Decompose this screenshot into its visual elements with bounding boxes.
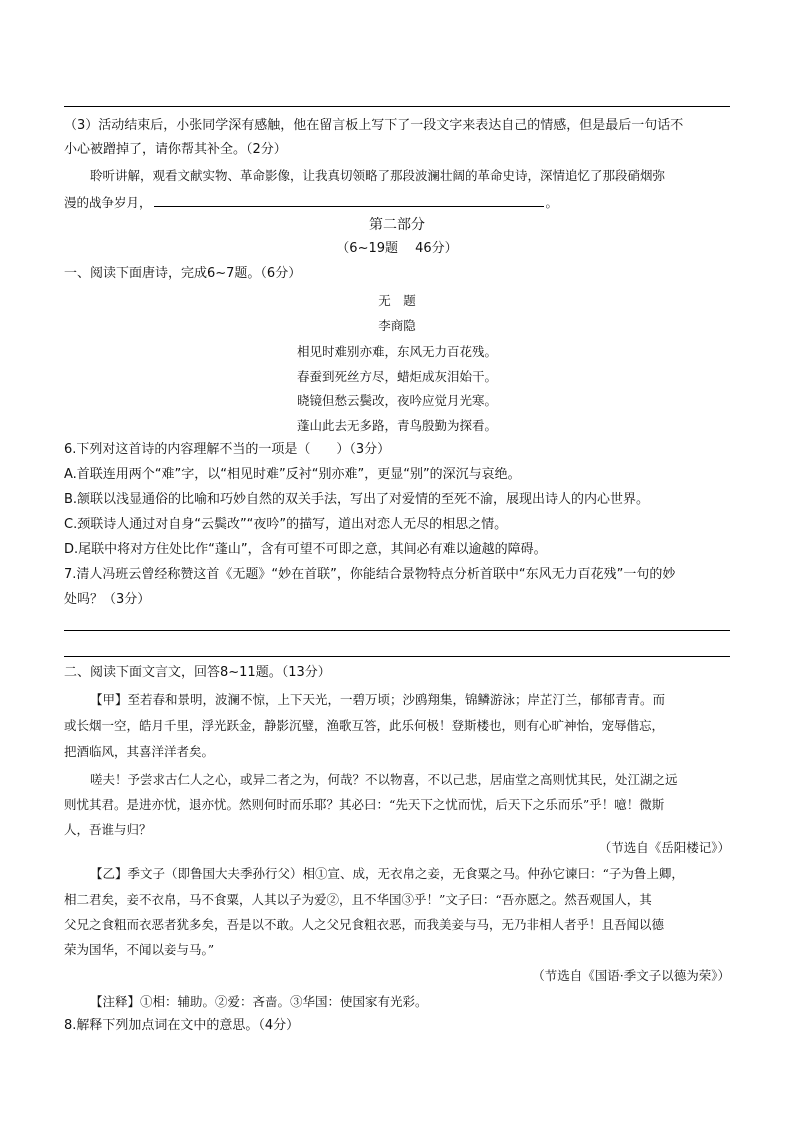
top-divider — [64, 106, 730, 107]
jia-line: 【甲】至若春和景明，波澜不惊，上下天光，一碧万顷；沙鸥翔集，锦鳞游泳；岸芷汀兰，郁郁青青。而 — [90, 692, 666, 707]
jia-line: 或长烟一空，皓月千里，浮光跃金，静影沉璧，渔歌互答，此乐何极！登斯楼也，则有心旷神怡，宠辱偕忘， — [64, 718, 665, 733]
section1-heading: 一、阅读下面唐诗，完成6~7题。（6分） — [64, 266, 302, 281]
jia-line: 把酒临风，其喜洋洋者矣。 — [64, 744, 215, 759]
q3-text-suffix: 。 — [545, 195, 559, 210]
jia2-line: 则忧其君。是进亦忧，退亦忧。然则何时而乐耶？其必曰：“先天下之忧而忧，后天下之乐而乐”乎！噫！微斯 — [64, 797, 665, 812]
q6-stem: 6.下列对这首诗的内容理解不当的一项是（ ）（3分） — [64, 442, 391, 457]
yi-line: 【乙】季文子（即鲁国大夫季孙行父）相①宣、成，无衣帛之妾，无食粟之马。仲孙它谏曰：“子为鲁上卿， — [90, 866, 684, 881]
q6-option-a: A.首联连用两个“难”字，以“相见时难”反衬“别亦难”，更显“别”的深沉与哀绝。 — [64, 467, 521, 482]
q3-text-line1: 聆听讲解，观看文献实物、革命影像，让我真切领略了那段波澜壮阔的革命史诗，深情追忆了那段硝烟弥 — [90, 168, 666, 183]
q3-text-line2 — [64, 194, 558, 211]
answer-line[interactable] — [64, 656, 730, 657]
q7-line2: 处吗？（3分） — [64, 592, 151, 607]
poem-line: 春蚕到死丝方尽，蜡炬成灰泪始干。 — [296, 369, 497, 384]
q3-text-prefix: 漫的战争岁月， — [64, 195, 152, 210]
q8-stem: 8.解释下列加点词在文中的意思。（4分） — [64, 1018, 300, 1033]
yi-line: 相二君矣，妾不衣帛，马不食粟，人其以子为爱②，且不华国③乎！”文子曰：“吾亦愿之。然吾观国人，其 — [64, 892, 652, 907]
part2-subtitle: （6~19题 46分） — [336, 241, 458, 256]
q6-option-d: D.尾联中将对方住处比作“蓬山”，含有可望不可即之意，其间必有难以逾越的障碍。 — [64, 542, 547, 557]
yi-line: 父兄之食粗而衣恶者犹多矣，吾是以不敢。人之父兄食粗衣恶，而我美妾与马，无乃非相人者乎！且吾闻以德 — [64, 917, 665, 932]
q3-line2: 小心被蹭掉了，请你帮其补全。（2分） — [64, 142, 287, 157]
poem-line: 蓬山此去无多路，青鸟殷勤为探看。 — [296, 418, 497, 433]
jia2-line: 嗟夫！予尝求古仁人之心，或异二者之为，何哉？不以物喜，不以己悲，居庙堂之高则忧其民，处江湖之远 — [90, 772, 678, 787]
section2-heading: 二、阅读下面文言文，回答8~11题。（13分） — [64, 665, 331, 680]
exam-page — [64, 0, 730, 1123]
notes: 【注释】①相：辅助。②爱：吝啬。③华国：使国家有光彩。 — [90, 994, 428, 1009]
poem-line: 晓镜但愁云鬓改，夜吟应觉月光寒。 — [296, 393, 497, 408]
poem-line: 相见时难别亦难，东风无力百花残。 — [296, 344, 497, 359]
poem-author: 李商隐 — [378, 318, 416, 333]
answer-blank[interactable] — [154, 194, 544, 207]
jia2-line: 人，吾谁与归？ — [64, 822, 152, 837]
poem-title: 无 题 — [378, 293, 416, 308]
q6-option-c: C.颈联诗人通过对自身“云鬓改”“夜吟”的描写，道出对恋人无尽的相思之情。 — [64, 517, 508, 532]
q6-option-b: B.颔联以浅显通俗的比喻和巧妙自然的双关手法，写出了对爱情的至死不渝，展现出诗人的内心世界。 — [64, 492, 650, 507]
part2-title: 第二部分 — [369, 217, 425, 233]
yi-source: （节选自《国语·季文子以德为荣》） — [532, 968, 730, 983]
jia-source: （节选自《岳阳楼记》） — [598, 840, 730, 855]
q3-line1: （3）活动结束后，小张同学深有感触，他在留言板上写下了一段文字来表达自己的情感，但是最后一句话不 — [64, 118, 684, 133]
answer-line[interactable] — [64, 630, 730, 631]
q7-line1: 7.清人冯班云曾经称赞这首《无题》“妙在首联”，你能结合景物特点分析首联中“东风无力百花残”一句的妙 — [64, 567, 676, 582]
yi-line: 荣为国华，不闻以妾与马。” — [64, 942, 215, 957]
